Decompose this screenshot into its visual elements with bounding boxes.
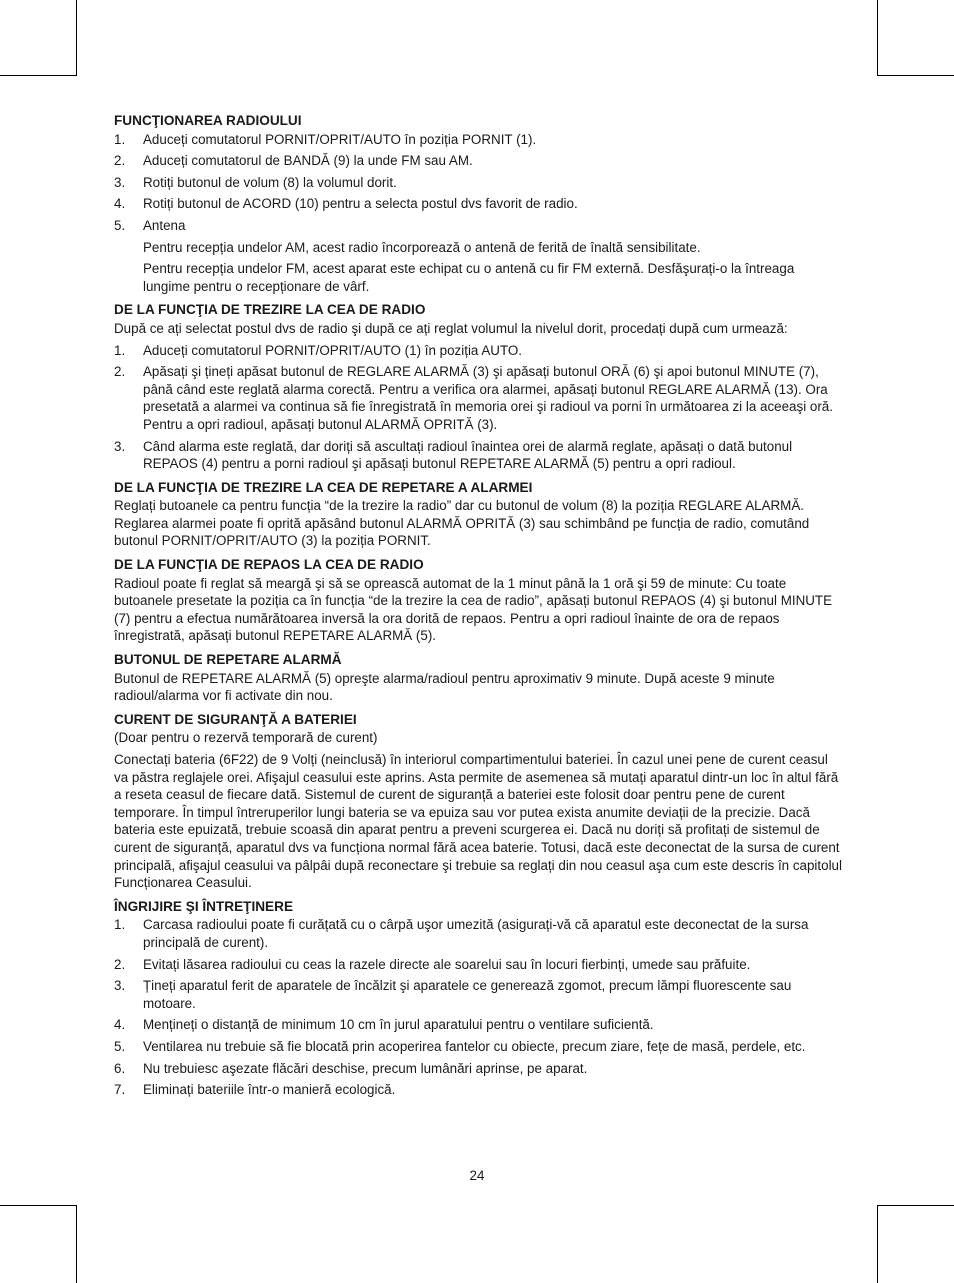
- section-title-wake-repeat: DE LA FUNCŢIA DE TREZIRE LA CEA DE REPETARE A ALARMEI: [114, 479, 533, 495]
- list-item: 2. Evitați lăsarea radioului cu ceas la razele directe ale soarelui sau în locuri fierbinți, umede sau prăfuite.: [114, 956, 751, 972]
- section-title-wake-radio: DE LA FUNCŢIA DE TREZIRE LA CEA DE RADIO: [114, 302, 426, 318]
- section-title-radio: FUNCŢIONAREA RADIOULUI: [114, 113, 302, 128]
- section-title-sleep-radio: DE LA FUNCŢIA DE REPAOS LA CEA DE RADIO: [114, 557, 424, 573]
- crop-mark: [877, 0, 878, 76]
- list-item-text: Apăsați şi țineți apăsat butonul de REGLARE ALARMĂ (3) şi apăsați butonul ORĂ (6) şi apoi butonul MINUTE (7), până când este reglată alarma corectă. Pentru a verifica ora alarmei, apăsați butonul REGLARE ALARMĂ (13). Ora presetată a alarmei va continua să fie înregistrată în memoria orei şi radioul va porni în următoarea zi la aceeaşi oră. Pentru a opri radioul, apăsați butonul ALARMĂ OPRITĂ (3).: [143, 364, 833, 432]
- wake-repeat-body: Reglați butoanele ca pentru funcția “de la trezire la radio” dar cu butonul de volum (8) la poziția REGLARE ALARMĂ. Reglarea alarmei poate fi oprită apăsând butonul ALARMĂ OPRITĂ (3) sau schimbând pe funcția de radio, comutând butonul PORNIT/OPRIT/AUTO (3) la poziția PORNIT.: [114, 498, 810, 549]
- wake-radio-steps-list: [114, 342, 842, 473]
- list-item: 1. Carcasa radioului poate fi curățată cu o cârpă uşor umezită (asigurați-vă că aparatul este deconectat de la sursa principală de curent).: [114, 917, 809, 950]
- list-item-text: Aduceți comutatorul de BANDĂ (9) la unde FM sau AM.: [143, 153, 473, 169]
- crop-mark: [877, 75, 954, 76]
- care-steps-list: [114, 916, 842, 1098]
- list-item-text: Mențineți o distanță de minimum 10 cm în jurul aparatului pentru o ventilare suficientă.: [143, 1017, 654, 1033]
- list-item: 3. Rotiți butonul de volum (8) la volumul dorit.: [114, 174, 397, 190]
- crop-mark: [0, 1205, 77, 1206]
- list-item: 3. Țineți aparatul ferit de aparatele de încălzit şi aparatele ce generează zgomot, precum lămpi fluorescente sau motoare.: [114, 978, 792, 1011]
- list-item: 1. Aduceți comutatorul PORNIT/OPRIT/AUTO (1) în poziția AUTO.: [114, 342, 523, 358]
- list-item: 7. Eliminați bateriile într-o manieră ecologică.: [114, 1082, 396, 1098]
- list-item-text: Țineți aparatul ferit de aparatele de încălzit şi aparatele ce generează zgomot, precum lămpi fluorescente sau motoare.: [143, 978, 792, 1011]
- crop-mark: [76, 0, 77, 76]
- list-item: 1. Aduceți comutatorul PORNIT/OPRIT/AUTO în poziția PORNIT (1).: [114, 131, 537, 147]
- list-item-text: Ventilarea nu trebuie să fie blocată prin acoperirea fantelor cu obiecte, precum ziare, fețe de masă, perdele, etc.: [143, 1038, 806, 1054]
- list-item-text: Eliminați bateriile într-o manieră ecologică.: [143, 1082, 396, 1098]
- list-item: 5. Ventilarea nu trebuie să fie blocată prin acoperirea fantelor cu obiecte, precum ziare, fețe de masă, perdele, etc.: [114, 1038, 806, 1054]
- list-item-text: Evitați lăsarea radioului cu ceas la razele directe ale soarelui sau în locuri fierbinți, umede sau prăfuite.: [143, 956, 751, 972]
- radio-steps-list: [114, 131, 842, 296]
- section-title-snooze: BUTONUL DE REPETARE ALARMĂ: [114, 652, 342, 668]
- list-item-text: Nu trebuiesc aşezate flăcări deschise, precum lumânări aprinse, pe aparat.: [143, 1060, 588, 1076]
- list-item-text: Rotiți butonul de volum (8) la volumul dorit.: [143, 174, 397, 190]
- page-number: 24: [469, 1168, 485, 1183]
- list-item-text: Antena: [143, 217, 186, 233]
- list-item: 6. Nu trebuiesc aşezate flăcări deschise, precum lumânări aprinse, pe aparat.: [114, 1060, 588, 1076]
- crop-mark: [877, 1205, 954, 1206]
- section-title-care: ÎNGRIJIRE ŞI ÎNTREŢINERE: [114, 898, 294, 914]
- crop-mark: [0, 75, 77, 76]
- list-item: 4. Mențineți o distanță de minimum 10 cm în jurul aparatului pentru o ventilare suficientă.: [114, 1017, 654, 1033]
- section-title-battery: CURENT DE SIGURANŢĂ A BATERIEI: [114, 711, 357, 727]
- battery-note: (Doar pentru o rezervă temporară de curent): [114, 730, 378, 746]
- list-item-text: Când alarma este reglată, dar doriți să ascultați radioul înaintea orei de alarmă reglate, apăsați o dată butonul REPAOS (4) pentru a porni radioul şi apăsați butonul REPETARE ALARMĂ (5) pentru a opri radioul.: [143, 438, 793, 472]
- list-item: 2. Apăsați şi țineți apăsat butonul de REGLARE ALARMĂ (3) şi apăsați butonul ORĂ (6) şi apoi butonul MINUTE (7), până când este reglată alarma corectă. Pentru a verifica ora alarmei, apăsați butonul REGLARE ALARMĂ (13). Ora presetată a alarmei va continua să fie înregistrată în memoria orei şi radioul va porni în următoarea zi la aceeaşi oră. Pentru a opri radioul, apăsați butonul ALARMĂ OPRITĂ (3).: [114, 364, 833, 432]
- list-item: 2. Aduceți comutatorul de BANDĂ (9) la unde FM sau AM.: [114, 153, 473, 169]
- list-item: 5. Antena Pentru recepția undelor AM, acest radio încorporează o antenă de ferită de înaltă sensibilitate. Pentru recepția undelor FM, acest aparat este echipat cu o antenă cu fir FM externă. Desfăşurați-o la întreaga lungime pentru o recepționare de vârf.: [114, 217, 842, 295]
- crop-mark: [877, 1205, 878, 1283]
- antenna-am-text: Pentru recepția undelor AM, acest radio încorporează o antenă de ferită de înaltă sensibilitate.: [143, 239, 701, 255]
- list-item-text: Rotiți butonul de ACORD (10) pentru a selecta postul dvs favorit de radio.: [143, 196, 578, 212]
- antenna-fm-text: Pentru recepția undelor FM, acest aparat este echipat cu o antenă cu fir FM externă. Desfăşurați-o la întreaga lungime pentru o recepționare de vârf.: [143, 261, 795, 294]
- document-content: [114, 112, 842, 1103]
- list-item: 4. Rotiți butonul de ACORD (10) pentru a selecta postul dvs favorit de radio.: [114, 196, 578, 212]
- snooze-body: Butonul de REPETARE ALARMĂ (5) opreşte alarma/radioul pentru aproximativ 9 minute. După aceste 9 minute radioul/alarma vor fi activate din nou.: [114, 670, 775, 704]
- crop-mark: [76, 1205, 77, 1283]
- list-item-text: Aduceți comutatorul PORNIT/OPRIT/AUTO în poziția PORNIT (1).: [143, 131, 537, 147]
- list-item-text: Aduceți comutatorul PORNIT/OPRIT/AUTO (1) în poziția AUTO.: [143, 342, 523, 358]
- list-item-text: Carcasa radioului poate fi curățată cu o cârpă uşor umezită (asigurați-vă că aparatul este deconectat de la sursa principală de curent).: [143, 917, 809, 950]
- list-item: 3. Când alarma este reglată, dar doriți să ascultați radioul înaintea orei de alarmă reglate, apăsați o dată butonul REPAOS (4) pentru a porni radioul şi apăsați butonul REPETARE ALARMĂ (5) pentru a opri radioul.: [114, 438, 793, 472]
- battery-body: Conectați bateria (6F22) de 9 Volți (neinclusă) în interiorul compartimentului bateriei. În cazul unei pene de curent ceasul va păstra reglajele orei. Afişajul ceasului este aprins. Asta permite de asemenea să mutați aparatul dintr-un loc în altul fără a reseta ceasul de fiecare dată. Sistemul de curent de siguranță a bateriei este folosit doar pentru pene de curent temporare. În timpul întreruperilor lungi bateria se va epuiza sau vor putea exista anumite deviații de la precizie. Dacă bateria este epuizată, trebuie scoasă din aparat pentru a preveni scurgerea ei. Dacă nu doriți să profitați de sistemul de curent de siguranță, aparatul dvs va funcționa normal fără acea baterie. Totusi, dacă este deconectat de la sursa de curent principală, afişajul ceasului va pâlpâi după reconectare şi trebuie sa reglați din nou ceasul aşa cum este descris în capitolul Funcționarea Ceasului.: [114, 752, 842, 891]
- sleep-radio-body: Radioul poate fi reglat să meargă şi să se oprească automat de la 1 minut până la 1 oră şi 59 de minute: Cu toate butoanele presetate la poziția ca în funcția “de la trezire la cea de radio”, apăsați butonul REPAOS (4) şi butonul MINUTE (7) pentru a efectua numărătoarea inversă la ora dorită de repaos. Pentru a opri radioul înainte de ora de repaos înregistrată, apăsați butonul REPETARE ALARMĂ (5).: [114, 575, 833, 644]
- wake-radio-intro: După ce ați selectat postul dvs de radio şi după ce ați reglat volumul la nivelul dorit, procedați după cum urmează:: [114, 320, 788, 336]
